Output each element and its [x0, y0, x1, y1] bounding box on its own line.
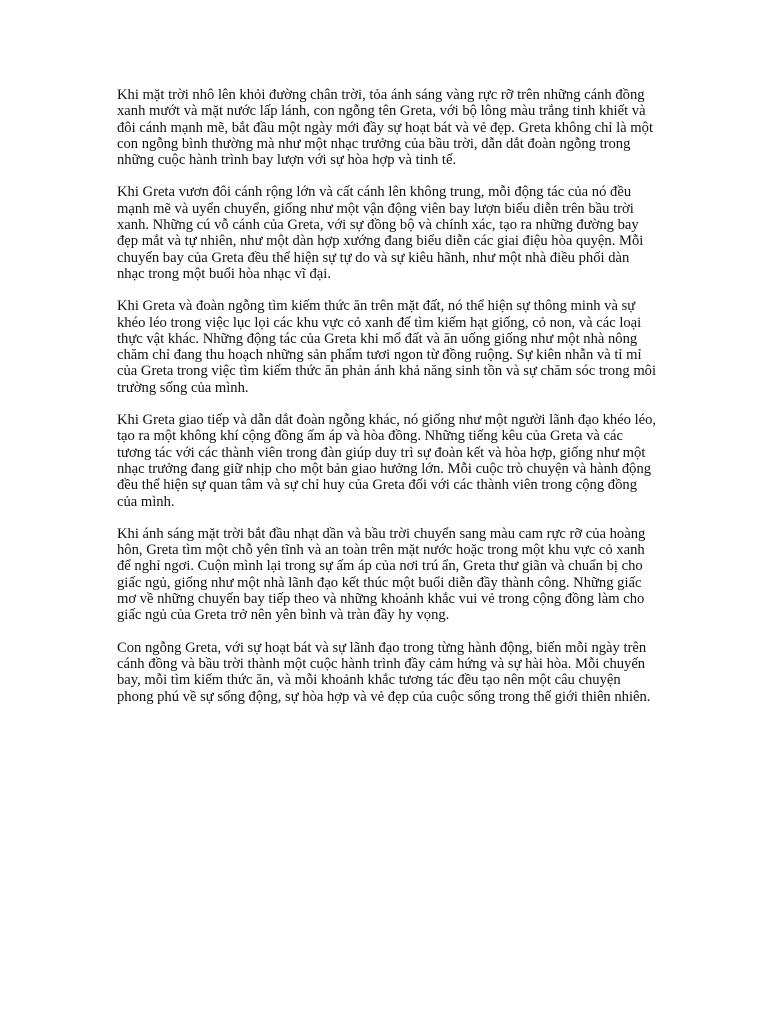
document-body: [117, 87, 657, 721]
paragraph: Con ngỗng Greta, với sự hoạt bát và sự lãnh đạo trong từng hành động, biến mỗi ngày trên cánh đồng và bầu trời thành một cuộc hành trình đầy cảm hứng và sự hài hòa. Mỗi chuyến bay, mỗi tìm kiếm thức ăn, và mỗi khoảnh khắc tương tác đều tạo nên một câu chuyện phong phú về sự sống động, sự hòa hợp và vẻ đẹp của cuộc sống trong thế giới thiên nhiên.: [117, 639, 651, 705]
paragraph: Khi mặt trời nhô lên khỏi đường chân trời, tỏa ánh sáng vàng rực rỡ trên những cánh đồng xanh mướt và mặt nước lấp lánh, con ngỗng tên Greta, với bộ lông màu trắng tinh khiết và đôi cánh mạnh mẽ, bắt đầu một ngày mới đầy sự hoạt bát và vẻ đẹp. Greta không chỉ là một con ngỗng bình thường mà như một nhạc trưởng của bầu trời, dẫn dắt đoàn ngỗng trong những cuộc hành trình bay lượn với sự hòa hợp và tinh tế.: [117, 87, 653, 169]
paragraph: Khi Greta và đoàn ngỗng tìm kiếm thức ăn trên mặt đất, nó thể hiện sự thông minh và sự khéo léo trong việc lục lọi các khu vực cỏ xanh để tìm kiếm hạt giống, cỏ non, và các loại thực vật khác. Những động tác của Greta khi mổ đất và ăn uống giống như một nhà nông chăm chỉ đang thu hoạch những sản phẩm tươi ngon từ đồng ruộng. Sự kiên nhẫn và tỉ mỉ của Greta trong việc tìm kiếm thức ăn phản ánh khả năng sinh tồn và sự chăm sóc trong môi trường sống của mình.: [117, 298, 657, 396]
paragraph: Khi ánh sáng mặt trời bắt đầu nhạt dần và bầu trời chuyển sang màu cam rực rỡ của hoàng hôn, Greta tìm một chỗ yên tĩnh và an toàn trên mặt nước hoặc trong một khu vực cỏ xanh để nghỉ ngơi. Cuộn mình lại trong sự ấm áp của nơi trú ẩn, Greta thư giãn và chuẩn bị cho giấc ngủ, giống như một nhà lãnh đạo kết thúc một buổi diễn đầy thành công. Những giấc mơ về những chuyến bay tiếp theo và những khoảnh khắc vui vẻ trong cộng đồng làm cho giấc ngủ của Greta trở nên yên bình và tràn đầy hy vọng.: [117, 525, 646, 624]
paragraph: Khi Greta vươn đôi cánh rộng lớn và cất cánh lên không trung, mỗi động tác của nó đều mạnh mẽ và uyển chuyển, giống như một vận động viên bay lượn biểu diễn trên bầu trời xanh. Những cú vỗ cánh của Greta, với sự đồng bộ và chính xác, tạo ra những đường bay đẹp mắt và tự nhiên, như một dàn hợp xướng đang biểu diễn các giai điệu hòa quyện. Mỗi chuyến bay của Greta đều thể hiện sự tự do và sự kiêu hãnh, như một nhà điều phối dàn nhạc trong một buổi hòa nhạc vĩ đại.: [117, 184, 644, 282]
paragraph: Khi Greta giao tiếp và dẫn dắt đoàn ngỗng khác, nó giống như một người lãnh đạo khéo léo, tạo ra một không khí cộng đồng ấm áp và hòa đồng. Những tiếng kêu của Greta và các tương tác với các thành viên trong đàn giúp duy trì sự đoàn kết và hòa hợp, giống như một nhạc trưởng đang giữ nhịp cho một bản giao hưởng lớn. Mỗi cuộc trò chuyện và hành động đều thể hiện sự quan tâm và sự chỉ huy của Greta đối với các thành viên trong cộng đồng của mình.: [117, 412, 657, 510]
